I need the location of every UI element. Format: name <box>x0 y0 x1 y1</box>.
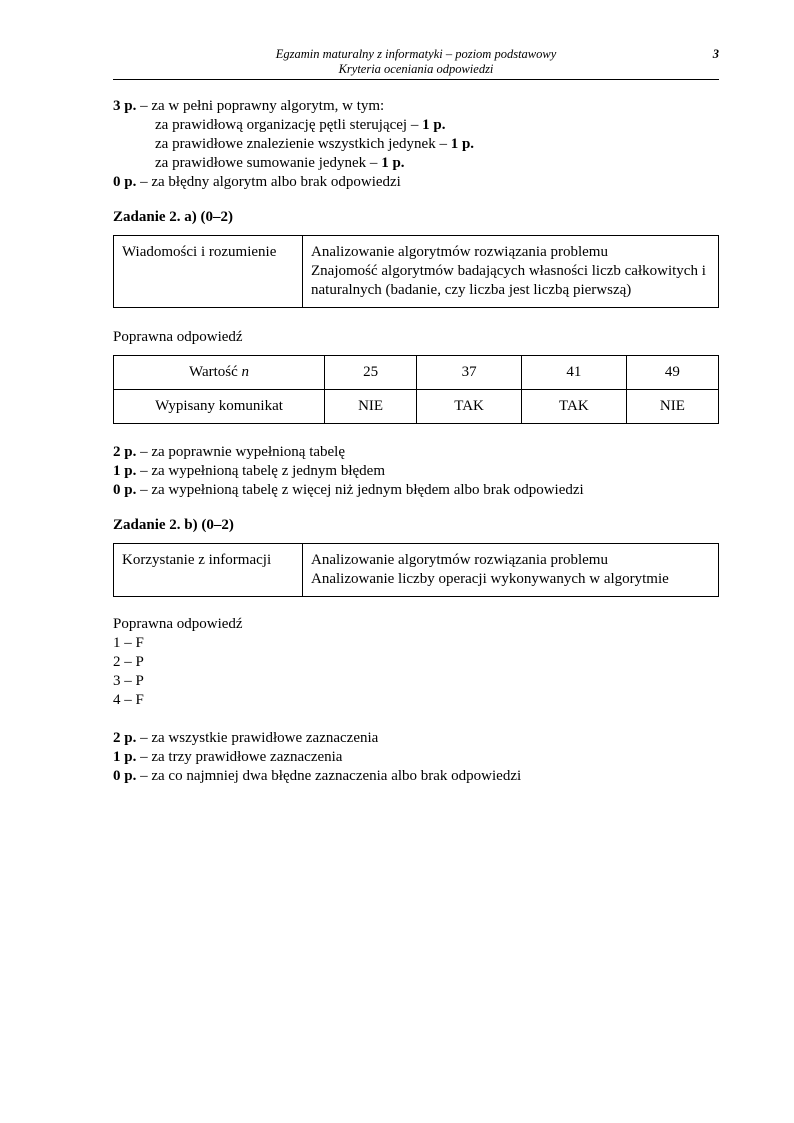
answer-item: 2 – P <box>113 654 144 670</box>
intro-line-1 <box>113 97 719 116</box>
points: 3 p. <box>113 98 137 114</box>
requirement-category: Wiadomości i rozumienie <box>114 236 303 308</box>
requirement-general: Analizowanie algorytmów rozwiązania problemu <box>311 244 608 260</box>
answer-item: 3 – P <box>113 673 144 689</box>
criterion-text: – za błędny algorytm albo brak odpowiedzi <box>136 174 401 190</box>
points: 0 p. <box>113 174 137 190</box>
task-2b-title: Zadanie 2. b) (0–2) <box>113 517 234 533</box>
requirement-description <box>303 236 719 308</box>
requirement-general: Analizowanie algorytmów rozwiązania problemu <box>311 552 608 568</box>
scoring-line <box>113 443 719 462</box>
table-row <box>114 390 719 424</box>
answer-item: 4 – F <box>113 692 144 708</box>
points: 1 p. <box>113 749 137 765</box>
intro-sub-1 <box>113 116 719 135</box>
table-row <box>114 236 719 308</box>
points: 0 p. <box>113 482 137 498</box>
criterion-text: – za trzy prawidłowe zaznaczenia <box>136 749 343 765</box>
intro-sub-2 <box>113 135 719 154</box>
row-header-label: Wartość <box>188 364 242 380</box>
task-2b-answer-label: Poprawna odpowiedź <box>113 616 243 632</box>
header-exam-title: Egzamin maturalny z informatyki – poziom podstawowy <box>275 47 557 61</box>
criterion-text: za prawidłową organizację pętli sterującej – <box>155 117 423 133</box>
scoring-line <box>113 481 719 500</box>
table-cell: 37 <box>417 356 522 390</box>
criterion-text: za prawidłowe sumowanie jedynek – <box>155 155 382 171</box>
points: 1 p. <box>450 136 475 152</box>
row-header: Wypisany komunikat <box>114 390 325 424</box>
points: 0 p. <box>113 768 137 784</box>
scoring-line <box>113 748 719 767</box>
variable-name: n <box>241 364 250 380</box>
table-cell: TAK <box>417 390 522 424</box>
points: 2 p. <box>113 444 137 460</box>
table-row <box>114 544 719 597</box>
points: 1 p. <box>113 463 137 479</box>
scoring-line <box>113 462 719 481</box>
table-row <box>114 356 719 390</box>
intro-sub-3 <box>113 154 719 173</box>
scoring-line <box>113 729 719 748</box>
table-cell: 49 <box>626 356 718 390</box>
criterion-text: – za wypełnioną tabelę z jednym błędem <box>136 463 386 479</box>
page-header <box>113 47 719 80</box>
task-2a-title: Zadanie 2. a) (0–2) <box>113 209 233 225</box>
task-2a-answer-table <box>113 355 719 424</box>
table-cell: TAK <box>521 390 626 424</box>
criterion-text: za prawidłowe znalezienie wszystkich jedynek – <box>155 136 451 152</box>
requirement-detailed: Znajomość algorytmów badających własności liczb całkowitych i naturalnych (badanie, czy liczba jest liczbą pierwszą) <box>311 263 706 298</box>
page-content <box>113 97 719 786</box>
table-cell: NIE <box>626 390 718 424</box>
table-cell: 25 <box>325 356 417 390</box>
points: 1 p. <box>422 117 446 133</box>
scoring-line <box>113 767 719 786</box>
task-2a-requirements-table <box>113 235 719 308</box>
header-subtitle: Kryteria oceniania odpowiedzi <box>338 62 494 76</box>
criterion-text: – za w pełni poprawny algorytm, w tym: <box>136 98 385 114</box>
table-cell: NIE <box>325 390 417 424</box>
criterion-text: – za poprawnie wypełnioną tabelę <box>136 444 346 460</box>
task-2b-requirements-table <box>113 543 719 597</box>
requirement-category: Korzystanie z informacji <box>114 544 303 597</box>
criterion-text: – za wypełnioną tabelę z więcej niż jednym błędem albo brak odpowiedzi <box>136 482 584 498</box>
table-cell: 41 <box>521 356 626 390</box>
row-header <box>114 356 325 390</box>
criterion-text: – za wszystkie prawidłowe zaznaczenia <box>136 730 379 746</box>
task-2a-answer-label: Poprawna odpowiedź <box>113 329 243 345</box>
requirement-detailed: Analizowanie liczby operacji wykonywanych w algorytmie <box>311 571 669 587</box>
criterion-text: – za co najmniej dwa błędne zaznaczenia albo brak odpowiedzi <box>136 768 522 784</box>
points: 2 p. <box>113 730 137 746</box>
points: 1 p. <box>381 155 405 171</box>
requirement-description <box>303 544 719 597</box>
page-number: 3 <box>712 47 719 61</box>
answer-item: 1 – F <box>113 635 144 651</box>
intro-line-5 <box>113 173 719 192</box>
